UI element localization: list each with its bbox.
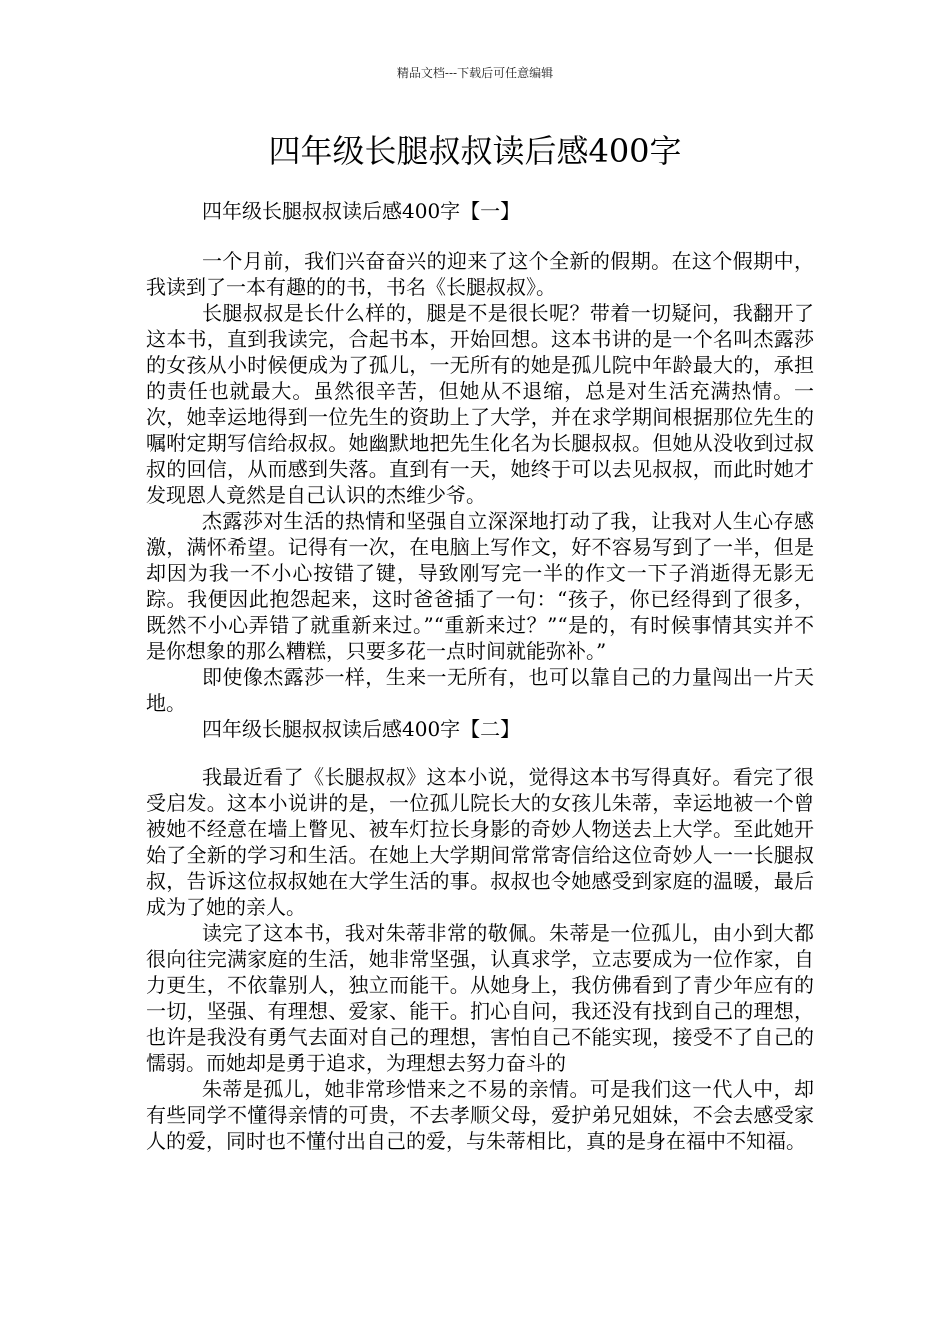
document-body [146, 198, 814, 1154]
essay-section-two [146, 716, 814, 1154]
body-paragraph: 即使像杰露莎一样，生来一无所有，也可以靠自己的力量闯出一片天地。 [146, 665, 814, 715]
body-paragraph: 长腿叔叔是长什么样的，腿是不是很长呢？带着一切疑问，我翻开了这本书，直到我读完，合起书本，开始回想。这本书讲的是一个名叫杰露莎的女孩从小时候便成为了孤儿，一无所有的她是孤儿院中年龄最大的，承担的责任也就最大。虽然很辛苦，但她从不退缩，总是对生活充满热情。一次，她幸运地得到一位先生的资助上了大学，并在求学期间根据那位先生的嘱咐定期写信给叔叔。她幽默地把先生化名为长腿叔叔。但她从没收到过叔叔的回信，从而感到失落。直到有一天，她终于可以去见叔叔，而此时她才发现恩人竟然是自己认识的杰维少爷。 [146, 301, 814, 507]
essay-section-one [146, 198, 814, 716]
document-title: 四年级长腿叔叔读后感400字 [268, 132, 682, 170]
body-paragraph: 读完了这本书，我对朱蒂非常的敬佩。朱蒂是一位孤儿，由小到大都很向往完满家庭的生活，她非常坚强，认真求学，立志要成为一位作家，自力更生，不依靠别人，独立而能干。从她身上，我仿佛看到了青少年应有的一切，坚强、有理想、爱家、能干。扪心自问，我还没有找到自己的理想，也许是我没有勇气去面对自己的理想，害怕自己不能实现，接受不了自己的懦弱。而她却是勇于追求，为理想去努力奋斗的 [146, 921, 814, 1075]
section-heading: 四年级长腿叔叔读后感400字【二】 [202, 717, 521, 741]
body-paragraph: 一个月前，我们兴奋奋兴的迎来了这个全新的假期。在这个假期中，我读到了一本有趣的的书，书名《长腿叔叔》。 [146, 249, 814, 299]
body-paragraph: 朱蒂是孤儿，她非常珍惜来之不易的亲情。可是我们这一代人中，却有些同学不懂得亲情的可贵，不去孝顺父母，爱护弟兄姐妹，不会去感受家人的爱，同时也不懂付出自己的爱，与朱蒂相比，真的是身在福中不知福。 [146, 1077, 814, 1153]
page-header-note: 精品文档---下载后可任意编辑 [396, 66, 554, 80]
section-heading: 四年级长腿叔叔读后感400字【一】 [202, 199, 521, 223]
body-paragraph: 我最近看了《长腿叔叔》这本小说，觉得这本书写得真好。看完了很受启发。这本小说讲的是，一位孤儿院长大的女孩儿朱蒂，幸运地被一个曾被她不经意在墙上瞥见、被车灯拉长身影的奇妙人物送去上大学。至此她开始了全新的学习和生活。在她上大学期间常常寄信给这位奇妙人一一长腿叔叔，告诉这位叔叔她在大学生活的事。叔叔也令她感受到家庭的温暖，最后成为了她的亲人。 [146, 765, 814, 919]
body-paragraph: 杰露莎对生活的热情和坚强自立深深地打动了我，让我对人生心存感激，满怀希望。记得有一次，在电脑上写作文，好不容易写到了一半，但是却因为我一不小心按错了键，导致刚写完一半的作文一下子消逝得无影无踪。我便因此抱怨起来，这时爸爸插了一句：“孩子，你已经得到了很多，既然不小心弄错了就重新来过。”“重新来过？”“是的，有时候事情其实并不是你想象的那么糟糕，只要多花一点时间就能弥补。” [146, 509, 814, 663]
